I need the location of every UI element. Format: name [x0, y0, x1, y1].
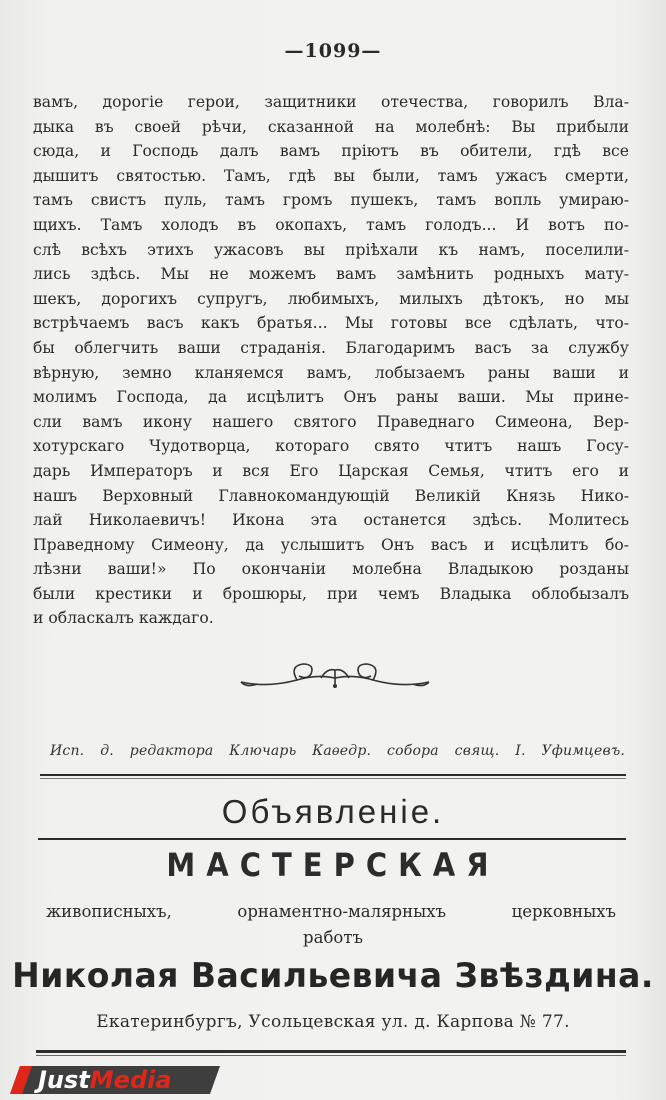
article-line: были крестики и брошюры, при чемъ Владыка облобызалъ — [33, 584, 629, 603]
justmedia-watermark-logo — [6, 1060, 222, 1096]
ad-owner-name: Николая Васильевича Звѣздина. — [12, 956, 654, 996]
article-line: дышитъ святостью. Тамъ, гдѣ вы были, тамъ ужасъ смерти, — [33, 166, 629, 185]
article-line: и обласкалъ каждаго. — [33, 609, 214, 628]
article-line: лай Николаевичъ! Икона эта останется здѣсь. Молитесь — [33, 511, 629, 530]
editor-signature: Исп. д. редактора Ключарь Каѳедр. собора свящ. І. Уфимцевъ. — [50, 743, 625, 759]
divider-rule — [40, 774, 626, 776]
article-line: молимъ Господа, да исцѣлитъ Онъ раны ваши. Мы прине- — [33, 388, 629, 407]
watermark-just-text: Just — [38, 1066, 90, 1094]
article-line: щихъ. Тамъ холодъ въ окопахъ, тамъ голодъ... И вотъ по- — [33, 215, 629, 234]
article-line: сюда, и Господь далъ вамъ пріютъ въ обители, гдѣ все — [33, 142, 629, 161]
article-line: встрѣчаемъ васъ какъ братья... Мы готовы все сдѣлать, что- — [33, 314, 629, 333]
ad-subtitle-line2: работъ — [303, 928, 363, 947]
page-number: —1099— — [284, 40, 382, 62]
article-line: дарь Императоръ и вся Его Царская Семья, чтитъ его и — [33, 461, 629, 480]
article-line: лись здѣсь. Мы не можемъ вамъ замѣнить родныхъ мату- — [33, 265, 629, 284]
bottom-rule — [36, 1050, 626, 1053]
article-line: лѣзни ваши!» По окончаніи молебна Владыкою розданы — [33, 560, 629, 579]
article-line: Праведному Симеону, да услышитъ Онъ васъ и исцѣлитъ бо- — [33, 535, 629, 554]
article-line: шекъ, дорогихъ супругъ, любимыхъ, милыхъ дѣтокъ, но мы — [33, 289, 629, 308]
article-line: нашъ Верховный Главнокомандующій Великій Князь Нико- — [33, 486, 629, 505]
article-line: вѣрную, земно кланяемся вамъ, лобызаемъ раны ваши и — [33, 363, 629, 382]
article-line: дыка въ своей рѣчи, сказанной на молебнѣ: Вы прибыли — [33, 117, 629, 136]
article-body — [33, 90, 629, 631]
article-line: тамъ свистъ пуль, тамъ громъ пушекъ, тамъ вопль умираю- — [33, 191, 629, 210]
divider-rule-thin — [40, 778, 626, 779]
article-line: вамъ, дорогіе герои, защитники отечества, говорилъ Вла- — [33, 93, 629, 111]
ad-subtitle-line1: живописныхъ, орнаментно-малярныхъ церковныхъ — [46, 902, 616, 921]
ad-address: Екатеринбургъ, Усольцевская ул. д. Карпова № 77. — [96, 1012, 570, 1032]
ad-title: Объявленіе. — [221, 793, 445, 830]
bottom-rule-thin — [36, 1055, 626, 1056]
ornament-divider-icon — [237, 658, 433, 692]
ad-heading: МАСТЕРСКАЯ — [166, 846, 500, 884]
article-line: бы облегчить ваши страданія. Благодаримъ васъ за службу — [33, 338, 629, 357]
article-line: хотурскаго Чудотворца, котораго свято чтитъ нашъ Госу- — [33, 437, 629, 456]
ad-title-rule — [38, 838, 626, 840]
article-line: сли вамъ икону нашего святого Праведнаго Симеона, Вер- — [33, 412, 629, 431]
article-line: слѣ всѣхъ этихъ ужасовъ вы пріѣхали къ намъ, поселили- — [33, 240, 629, 259]
svg-text:JustMedia — [34, 1066, 172, 1094]
watermark-media-text: Media — [89, 1066, 172, 1094]
